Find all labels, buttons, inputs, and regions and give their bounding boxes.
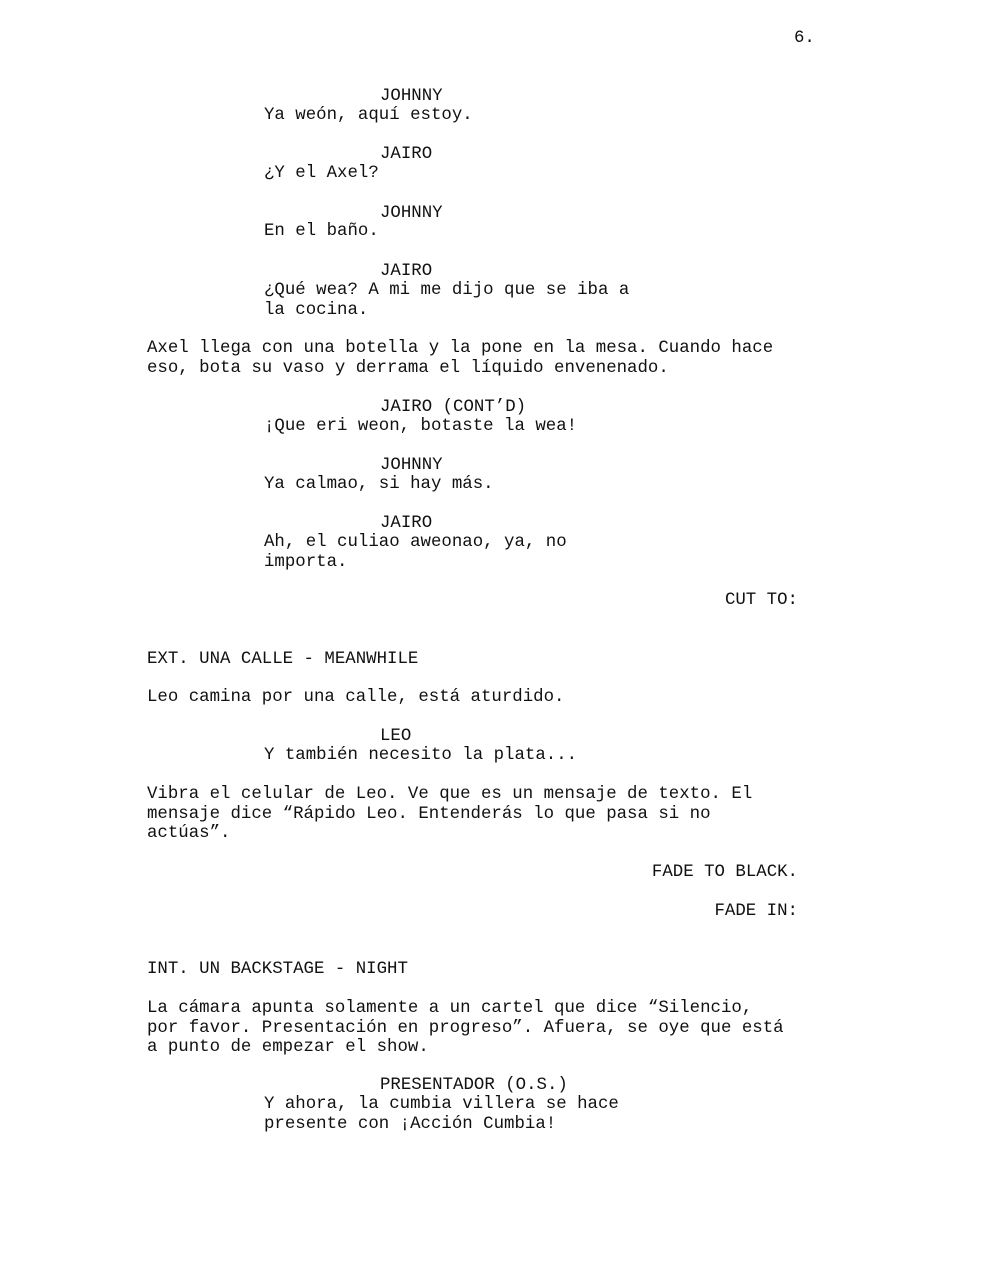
action-line: Axel llega con una botella y la pone en la mesa. Cuando hace [147,339,774,358]
character-name: JAIRO [380,145,433,164]
dialogue [264,1095,619,1134]
dialogue [264,746,577,766]
action-line: mensaje dice “Rápido Leo. Entenderás lo que pasa si no [147,804,711,824]
action-line: a punto de empezar el show. [147,1038,429,1057]
action-line: eso, bota su vaso y derrama el líquido envenenado. [147,358,669,378]
action-line: La cámara apunta solamente a un cartel que dice “Silencio, [147,999,753,1018]
character-name: JAIRO (CONT’D) [380,398,527,417]
dialogue-line: la cocina. [264,300,369,320]
dialogue [264,475,494,495]
action-line: actúas”. [147,824,231,843]
character-name: LEO [380,727,412,746]
transition: CUT TO: [724,591,798,610]
character-name: JAIRO [380,514,433,533]
dialogue [264,533,567,572]
dialogue [264,164,379,184]
dialogue [264,106,473,126]
action-paragraph [147,785,752,844]
dialogue-line: Ah, el culiao aweonao, ya, no [264,533,567,552]
scene-heading: EXT. UNA CALLE - MEANWHILE [147,650,419,669]
character-name: JOHNNY [380,204,443,223]
action-line: Leo camina por una calle, está aturdido. [147,688,565,707]
dialogue-line: presente con ¡Acción Cumbia! [264,1114,557,1134]
dialogue-line: ¡Que eri weon, botaste la wea! [264,417,578,436]
scene-heading: INT. UN BACKSTAGE - NIGHT [147,960,408,979]
dialogue-line: Y también necesito la plata... [264,746,578,765]
dialogue-line: ¿Y el Axel? [264,164,379,183]
dialogue-line: En el baño. [264,222,379,241]
action-paragraph [147,339,773,378]
dialogue-line: ¿Qué wea? A mi me dijo que se iba a [264,281,630,300]
transition: FADE TO BLACK. [651,863,798,882]
dialogue-line: Ya weón, aquí estoy. [264,106,473,125]
character-name: JOHNNY [380,456,443,475]
action-line: por favor. Presentación en progreso”. Afuera, se oye que está [147,1018,784,1038]
character-name: JOHNNY [380,87,443,106]
dialogue [264,281,629,320]
action-paragraph [147,688,564,708]
character-name: PRESENTADOR (O.S.) [380,1076,568,1095]
action-paragraph [147,999,784,1058]
character-name: JAIRO [380,262,433,281]
page-number: 6. [794,29,815,48]
action-line: Vibra el celular de Leo. Ve que es un mensaje de texto. El [147,785,753,804]
dialogue-line: Ya calmao, si hay más. [264,475,494,494]
transition: FADE IN: [714,902,798,921]
dialogue-line: importa. [264,552,348,572]
dialogue [264,417,577,437]
dialogue-line: Y ahora, la cumbia villera se hace [264,1095,619,1114]
dialogue [264,222,379,242]
